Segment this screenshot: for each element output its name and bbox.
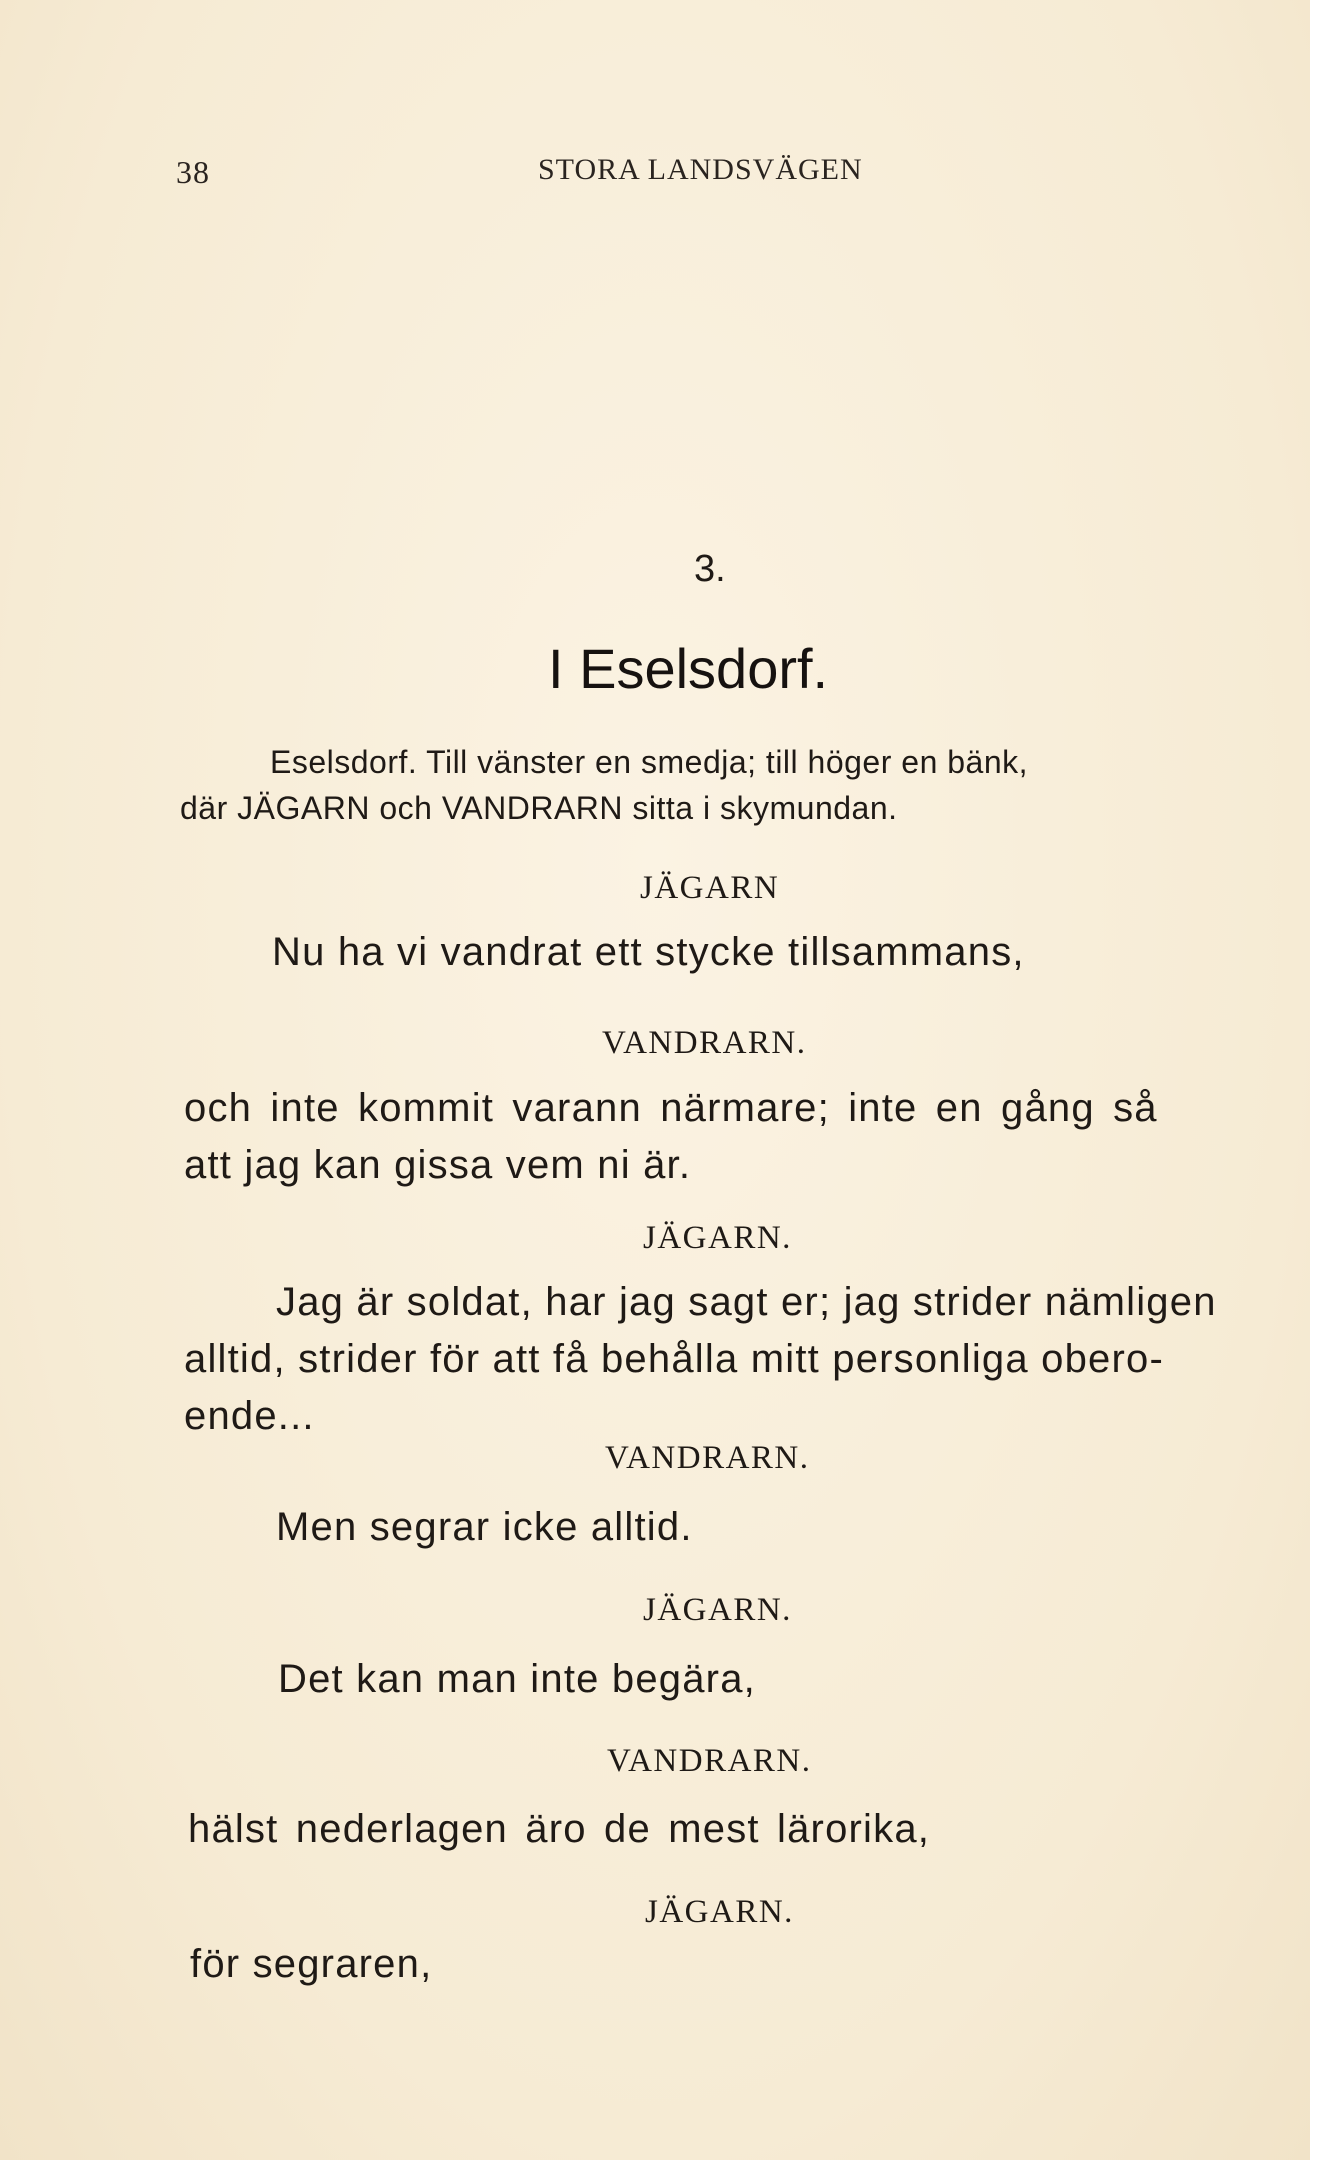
speaker-name: JÄGARN (640, 870, 780, 906)
speaker-name: JÄGARN. (643, 1220, 792, 1256)
speaker-name: VANDRARN. (602, 1025, 807, 1061)
speaker-name: VANDRARN. (605, 1440, 810, 1476)
stage-direction-line: där JÄGARN och VANDRARN sitta i skymundan. (180, 790, 898, 826)
dialogue-line: alltid, strider för att få behålla mitt personliga obero- (184, 1337, 1164, 1381)
dialogue-line: Men segrar icke alltid. (276, 1505, 693, 1549)
dialogue-line: Jag är soldat, har jag sagt er; jag strider nämligen (276, 1280, 1217, 1324)
page-number: 38 (176, 154, 210, 190)
dialogue-line: för segraren, (190, 1942, 433, 1986)
dialogue-line: och inte kommit varann närmare; inte en gång så (184, 1086, 1158, 1130)
dialogue-line: Nu ha vi vandrat ett stycke tillsammans, (272, 930, 1025, 974)
dialogue-line: hälst nederlagen äro de mest lärorika, (188, 1807, 931, 1851)
dialogue-line: att jag kan gissa vem ni är. (184, 1143, 692, 1187)
speaker-name: JÄGARN. (645, 1894, 794, 1930)
page-edge (1310, 0, 1317, 2165)
running-title: STORA LANDSVÄGEN (538, 153, 863, 186)
section-title: I Eselsdorf. (548, 637, 829, 700)
dialogue-line: ende... (184, 1394, 315, 1438)
stage-direction-line: Eselsdorf. Till vänster en smedja; till höger en bänk, (270, 744, 1029, 780)
speaker-name: JÄGARN. (643, 1592, 792, 1628)
dialogue-line: Det kan man inte begära, (278, 1657, 756, 1701)
speaker-name: VANDRARN. (607, 1743, 812, 1779)
section-number: 3. (694, 548, 726, 590)
